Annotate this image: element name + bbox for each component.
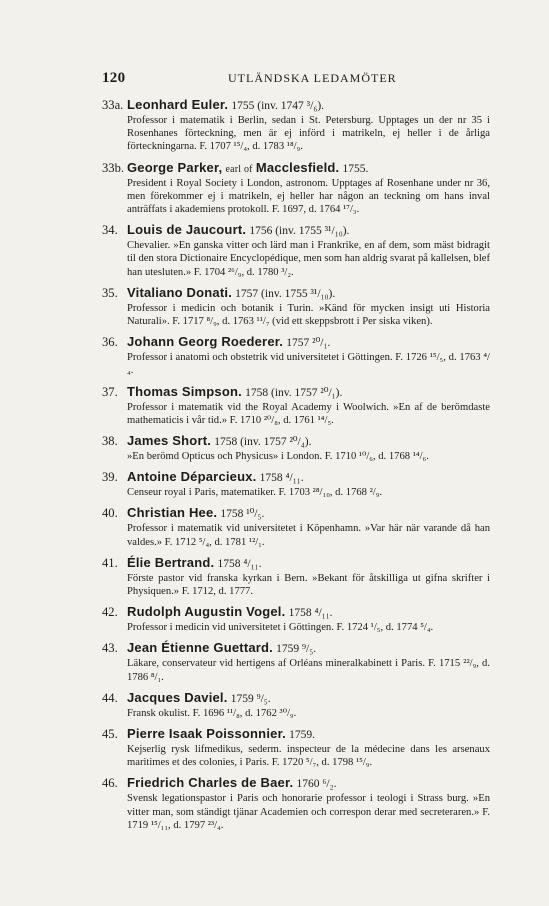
entry-description: Chevalier. »En ganska vitter och lärd man i Frankrike, en af dem, som mäst bidragit til den stora Dictionaire Encyclopédique, men som han aldrig svarat på kallelsen, blef han uteslutеn.» F. 1704 ²⁶/₉, d. 1780 ³/₂.	[127, 240, 491, 278]
entry-description: Svensk legationspastor i Paris och honorarie professor i teologi i Strass burg. »En vitter man, som ständigt tjänar Academien och correspon derar med secreteraren.» F. 1719 ¹⁵/₁₁, d. 1797 ²³/₄.	[127, 793, 490, 831]
member-entry	[102, 505, 490, 548]
entry-heading	[102, 690, 490, 707]
election-date: 1758 (inv. 1757 ²⁰/₄).	[214, 436, 312, 449]
entry-description: President i Royal Society i London, astronom. Upptages af Rosenhane under nr 36, men förekommer ej i matrikeln, ej heller har någon an teckning om hans inval anträffats i akademiens protokoll. F. 1697, d. 1764 ¹⁷/₃.	[127, 177, 490, 216]
entry-heading	[102, 433, 490, 450]
member-entry	[102, 775, 490, 832]
entry-heading	[102, 775, 490, 792]
member-entry	[102, 285, 490, 328]
entry-description: Kejserlig rysk lifmedikus, sederm. inspecteur de la médecine dans les arsenaux maritimes et des colonies, i Paris. F. 1720 ⁵/₇, d. 1798 ¹⁵/₉.	[127, 744, 490, 769]
member-entry	[102, 726, 490, 769]
election-date: 1756 (inv. 1755 ³¹/₁₀).	[249, 225, 350, 238]
member-name: Johann Georg Roederer.	[127, 334, 284, 350]
running-title: UTLÄNDSKA LEDAMÖTER	[228, 71, 397, 85]
entry-number: 43.	[102, 641, 118, 656]
member-entry	[102, 690, 490, 720]
member-entries	[102, 97, 490, 838]
member-name: Rudolph Augustin Vogel.	[127, 604, 286, 620]
member-name: Friedrich Charles de Baer.	[127, 775, 294, 791]
entry-number: 34.	[102, 223, 118, 238]
entry-description: Censeur royal i Paris, matematiker. F. 1703 ²⁸/₁₀, d. 1768 ²/₉.	[127, 487, 383, 499]
election-date: 1758 ⁴/₁₁.	[217, 557, 262, 570]
entry-number: 40.	[102, 506, 118, 521]
member-name: Jacques Daviel.	[127, 689, 228, 705]
election-date: 1759 ⁹/₅.	[276, 643, 317, 656]
entry-description: Professor i matematik i Berlin, sedan i St. Petersburg. Upptages un der nr 35 i Rosenhanes förteckning, men är ej införd i matrikeln, ej heller i de årliga förteckningarna. F. 1707 ¹⁵/₄, d. 1783 ¹⁸/₉.	[127, 115, 490, 153]
member-name: George Parker,	[127, 159, 223, 175]
member-entry	[102, 555, 490, 598]
entry-heading	[102, 604, 490, 621]
entry-number: 38.	[102, 434, 118, 449]
entry-number: 42.	[102, 605, 118, 620]
entry-description: Professor i anatomi och obstetrik vid universitetet i Göttingen. F. 1726 ¹⁵/₅, d. 1763 ⁴/₄.	[127, 352, 490, 377]
member-name: Antoine Déparcieux.	[127, 469, 257, 485]
entry-heading	[102, 555, 490, 572]
member-name: Christian Hee.	[127, 505, 218, 521]
member-name: James Short.	[127, 433, 212, 449]
entry-number: 39.	[102, 470, 118, 485]
name-suffix: earl of	[225, 163, 253, 175]
member-name: Élie Bertrand.	[127, 554, 215, 570]
entry-heading	[102, 640, 490, 657]
election-date: 1755 (inv. 1747 ³/₆).	[231, 100, 325, 112]
member-entry	[102, 160, 490, 217]
entry-description: Fransk okulist. F. 1696 ¹¹/₈, d. 1762 ³⁰/₉.	[127, 707, 297, 719]
entry-number: 46.	[102, 776, 118, 791]
member-name: Jean Étienne Guettard.	[127, 640, 273, 656]
entry-description: Professor i medicin vid universitetet i Göttingen. F. 1724 ¹/₅, d. 1774 ⁵/₄.	[127, 622, 434, 634]
entry-number: 33a.	[102, 98, 124, 112]
entry-number: 44.	[102, 690, 118, 705]
election-date: 1758 ⁴/₁₁.	[259, 472, 304, 485]
entry-heading	[102, 222, 490, 239]
member-entry	[102, 469, 490, 499]
member-entry	[102, 640, 490, 683]
entry-description: Läkare, conservateur vid hertigens af Orléans mineralkabinett i Paris. F. 1715 ²²/₉, d. 1786 ⁸/₁.	[127, 658, 490, 683]
member-entry	[102, 433, 490, 463]
entry-heading	[102, 334, 490, 351]
election-date: 1760 ⁶/₂.	[296, 778, 337, 791]
member-name-continued: Macclesfield.	[255, 159, 340, 175]
entry-number: 45.	[102, 727, 118, 742]
election-date: 1758 ¹⁰/₅.	[220, 508, 265, 521]
entry-description: Professor i matematik vid the Royal Academy i Woolwich. »En af de berömdaste mathematicis i vår tid.» F. 1710 ²⁰/₈, d. 1761 ¹⁴/₅.	[127, 401, 490, 426]
member-entry	[102, 222, 490, 279]
member-entry	[102, 384, 490, 427]
member-entry	[102, 97, 490, 154]
election-date: 1759 ⁹/₅.	[230, 692, 271, 705]
member-name: Leonhard Euler.	[127, 97, 229, 112]
entry-heading	[102, 469, 490, 486]
entry-heading	[102, 97, 490, 114]
entry-number: 35.	[102, 285, 118, 300]
entry-number: 37.	[102, 384, 118, 399]
election-date: 1758 ⁴/₁₁.	[288, 607, 333, 620]
entry-heading	[102, 160, 490, 177]
entry-description: »En berömd Opticus och Physicus» i London. F. 1710 ¹⁰/₆, d. 1768 ¹⁴/₆.	[127, 451, 429, 463]
entry-description: Professor i matematik vid universitetet i Köpenhamn. »Var här när varande då han valdes.» F. 1712 ⁵/₄, d. 1781 ¹²/₁.	[127, 523, 490, 548]
member-name: Pierre Isaak Poissonnier.	[127, 726, 286, 742]
election-date: 1757 ²⁰/₁.	[286, 337, 331, 350]
member-name: Thomas Simpson.	[127, 383, 242, 399]
entry-heading	[102, 726, 490, 743]
entry-description: Professor i medicin och botanik i Turin. »Känd för mycken insigt uti Historia Naturali». F. 1717 ⁸/₉, d. 1763 ¹¹/₇ (vid ett skeppsbrott i Per siska viken).	[127, 302, 490, 328]
member-name: Louis de Jaucourt.	[127, 222, 247, 238]
entry-heading	[102, 384, 490, 401]
election-date: 1755.	[342, 162, 369, 175]
election-date: 1758 (inv. 1757 ²⁰/₁).	[245, 386, 343, 399]
entry-description: Förste pastor vid franska kyrkan i Bern. »Bekant för åtskilliga ut gifna skrifter i Physiquen.» F. 1712, d. 1777.	[127, 572, 490, 598]
page-number: 120	[102, 70, 126, 86]
election-date: 1759.	[289, 729, 315, 742]
entry-number: 41.	[102, 555, 118, 570]
election-date: 1757 (inv. 1755 ³¹/₁₀).	[235, 287, 336, 300]
entry-number: 36.	[102, 335, 118, 350]
entry-heading	[102, 505, 490, 522]
entry-number: 33b.	[102, 160, 125, 175]
member-entry	[102, 604, 490, 634]
member-name: Vitaliano Donati.	[127, 284, 233, 300]
member-entry	[102, 334, 490, 377]
entry-heading	[102, 285, 490, 302]
